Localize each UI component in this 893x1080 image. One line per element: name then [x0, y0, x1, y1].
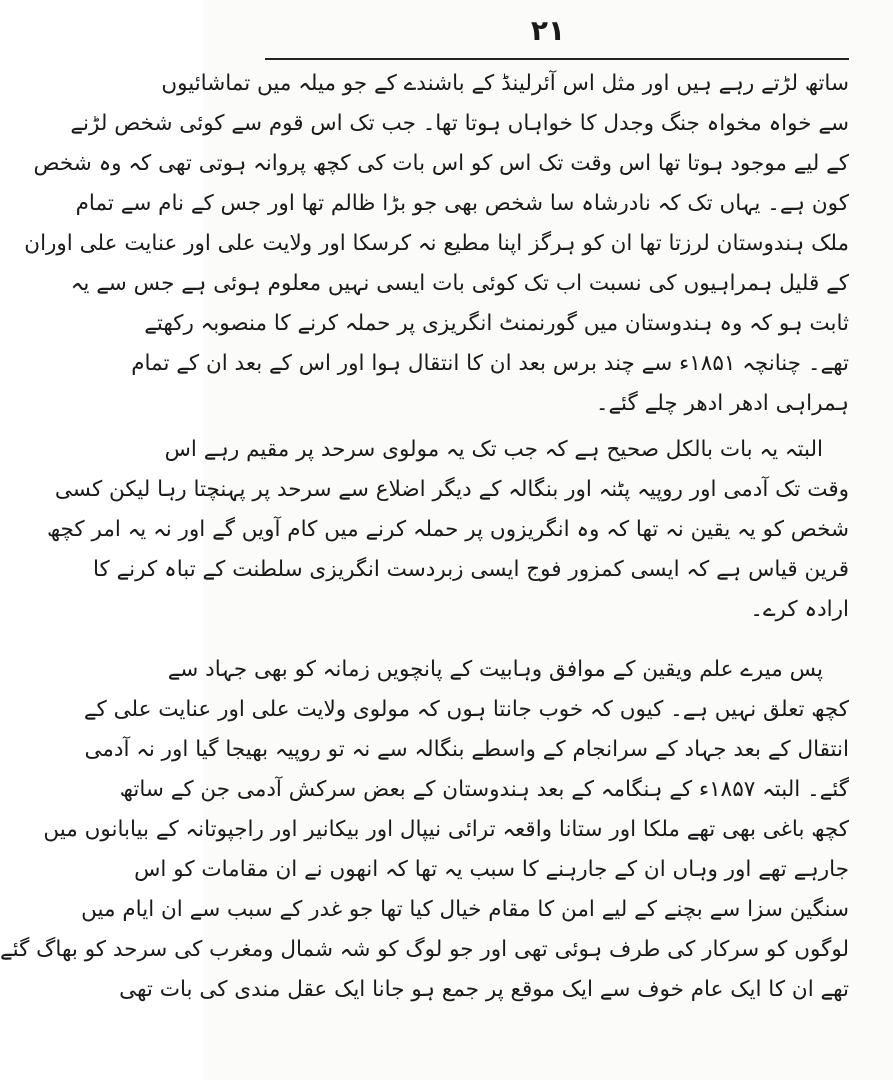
text-line: ارادہ کرے۔: [750, 597, 849, 622]
page-number: ۲۱: [530, 14, 566, 47]
text-line: وقت تک آدمی اور روپیہ پٹنہ اور بنگالہ کے دیگر اضلاع سے سرحد پر پہنچتا رہا لیکن کسی: [54, 477, 849, 502]
text-line: ساتھ لڑتے رہے ہیں اور مثل اس آئرلینڈ کے باشندے کے جو میلہ میں تماشائیوں: [161, 71, 849, 96]
paragraph-3: [0, 650, 849, 1010]
header-rule: [265, 58, 849, 60]
body-text: [0, 64, 849, 1010]
text-line: قرین قیاس ہے کہ ایسی کمزور فوج ایسی زبردست انگریزی سلطنت کے تباہ کرنے کا: [92, 557, 849, 582]
text-line: سے خواہ مخواہ جنگ وجدل کا خواہاں ہوتا تھا۔ جب تک اس قوم سے کوئی شخص لڑنے: [70, 111, 849, 136]
paragraph-2: [46, 430, 849, 630]
text-line: کچھ باغی بھی تھے ملکا اور ستانا واقعہ ترائی نیپال اور بیکانیر اور راجپوتانہ کے بیابانوں میں: [43, 817, 849, 842]
text-line: کے قلیل ہمراہیوں کی نسبت اب تک کوئی بات ایسی نہیں معلوم ہوئی ہے جس سے یہ: [70, 271, 849, 296]
text-line: پس میرے علم ویقین کے موافق وہابیت کے پانچویں زمانہ کو بھی جہاد سے: [167, 657, 823, 682]
text-line: انتقال کے بعد جہاد کے سرانجام کے واسطے بنگالہ سے نہ تو روپیہ بھیجا گیا اور نہ آدمی: [84, 737, 849, 762]
text-line: لوگوں کو سرکار کی طرف ہوئی تھی اور جو لوگ کو شہ شمال ومغرب کی سرحد کو بھاگ گئے: [0, 937, 849, 962]
paragraph-spacer: [245, 630, 849, 650]
text-line: ثابت ہو کہ وہ ہندوستان میں گورنمنٹ انگریزی پر حملہ کرنے کا منصوبہ رکھتے: [144, 311, 849, 336]
paragraph-1: [24, 64, 849, 424]
text-line: تھے ان کا ایک عام خوف سے ایک موقع پر جمع ہو جانا ایک عقل مندی کی بات تھی: [119, 977, 849, 1002]
text-line: کچھ تعلق نہیں ہے۔ کیوں کہ خوب جانتا ہوں کہ مولوی ولایت علی اور عنایت علی کے: [83, 697, 849, 722]
text-line: کے لیے موجود ہوتا تھا اس وقت تک اس کو اس بات کی کچھ پروانہ ہوتی تھی کہ وہ شخص: [33, 151, 849, 176]
text-line: گئے۔ البتہ ۱۸۵۷ء کے ہنگامہ کے بعد ہندوستان کے بعض سرکش آدمی جن کے ساتھ: [119, 777, 849, 802]
text-line: شخص کو یہ یقین نہ تھا کہ وہ انگریزوں پر حملہ کرنے میں کام آویں گے اور نہ یہ امر کچھ: [46, 517, 849, 542]
text-line: کون ہے۔ یہاں تک کہ نادرشاہ سا شخص بھی جو بڑا ظالم تھا اور جس کے نام سے تمام: [75, 191, 849, 216]
text-line: البتہ یہ بات بالکل صحیح ہے کہ جب تک یہ مولوی سرحد پر مقیم رہے اس: [164, 437, 823, 462]
text-line: ہمراہی ادھر ادھر چلے گئے۔: [595, 391, 849, 416]
text-line: سنگین سزا سے بچنے کے لیے امن کا مقام خیال کیا تھا جو غدر کے سبب سے ان ایام میں: [81, 897, 849, 922]
text-line: جارہے تھے اور وہاں ان کے جارہنے کا سبب یہ تھا کہ انھوں نے ان مقامات کو اس: [134, 857, 849, 882]
text-line: ملک ہندوستان لرزتا تھا ان کو ہرگز اپنا مطیع نہ کرسکا اور ولایت علی اور عنایت علی اوران: [24, 231, 849, 256]
text-line: تھے۔ چنانچہ ۱۸۵۱ء سے چند برس بعد ان کا انتقال ہوا اور اس کے بعد ان کے تمام: [131, 351, 849, 376]
